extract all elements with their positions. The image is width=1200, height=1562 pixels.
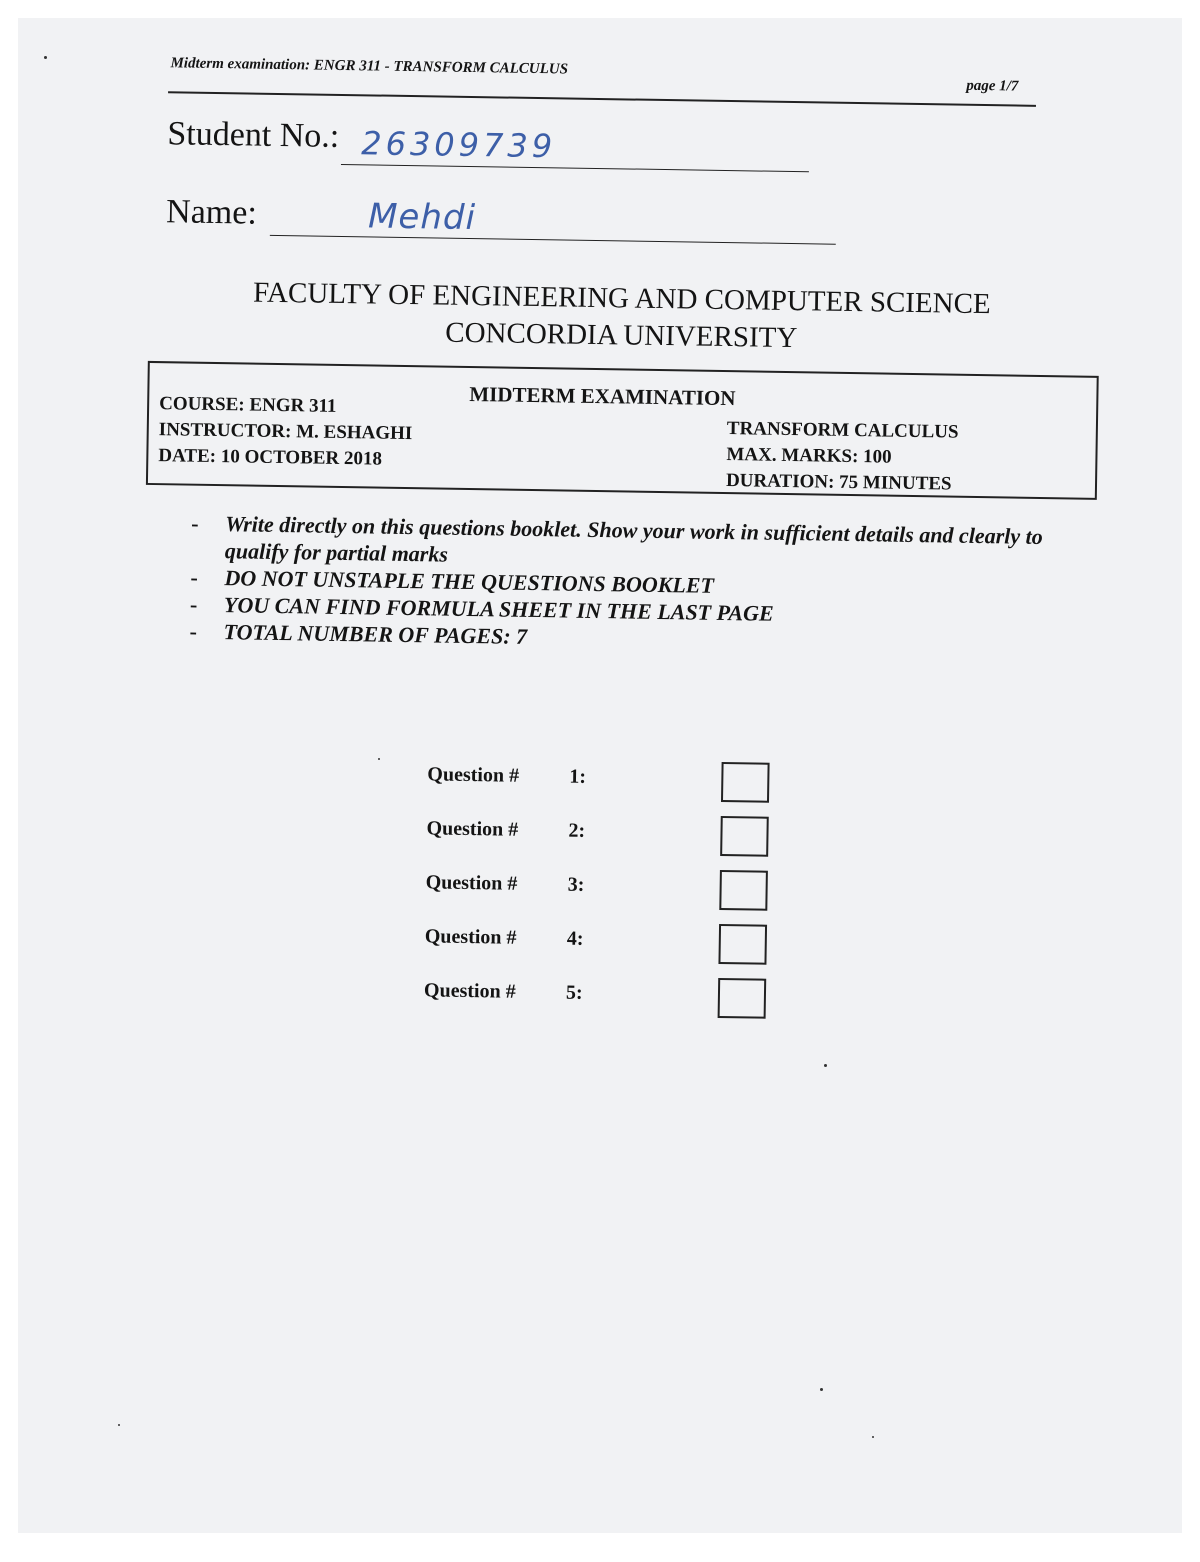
scan-speck (824, 1064, 827, 1067)
student-number-line (341, 164, 809, 172)
exam-date: DATE: 10 OCTOBER 2018 (158, 445, 383, 470)
instruction-item: - DO NOT UNSTAPLE THE QUESTIONS BOOKLET (188, 564, 1088, 605)
name-value[interactable]: Mehdi (367, 196, 477, 239)
scan-speck (378, 758, 380, 760)
question-row-4 (424, 925, 584, 965)
name-line (270, 235, 836, 245)
question-label: Question # (427, 763, 520, 787)
question-number: 2: (568, 819, 586, 842)
page-number: page 1/7 (966, 77, 1019, 95)
student-number-label: Student No.: (167, 115, 340, 155)
question-label: Question # (424, 925, 517, 949)
question-row-3 (425, 871, 585, 911)
exam-title: MIDTERM EXAMINATION (469, 381, 736, 411)
university-name: CONCORDIA UNIVERSITY (445, 316, 798, 355)
scan-speck (820, 1388, 823, 1391)
score-box-1[interactable] (721, 762, 770, 803)
question-number: 4: (566, 927, 584, 950)
instruction-item: - Write directly on this questions booklet. Show your work in sufficient details and clearly to qualify for partial marks (189, 510, 1090, 578)
question-number: 3: (567, 873, 585, 896)
question-label: Question # (426, 817, 519, 841)
instructions-list (187, 510, 1089, 659)
question-row-5 (423, 979, 583, 1019)
question-row-1 (427, 763, 587, 803)
exam-course: COURSE: ENGR 311 (159, 393, 337, 417)
question-row-2 (426, 817, 586, 857)
header-rule (168, 91, 1036, 107)
exam-info-box (146, 361, 1099, 500)
name-label: Name: (165, 193, 258, 232)
exam-max-marks: MAX. MARKS: 100 (726, 444, 892, 468)
exam-subject: TRANSFORM CALCULUS (726, 418, 959, 443)
exam-instructor: INSTRUCTOR: M. ESHAGHI (158, 419, 413, 445)
question-number: 5: (565, 981, 583, 1004)
score-box-4[interactable] (718, 924, 767, 965)
question-number: 1: (569, 765, 587, 788)
question-label: Question # (425, 871, 518, 895)
exam-duration: DURATION: 75 MINUTES (725, 470, 952, 495)
scan-speck (872, 1436, 874, 1438)
question-label: Question # (423, 979, 516, 1003)
instruction-item: - TOTAL NUMBER OF PAGES: 7 (187, 618, 1087, 659)
scan-speck (118, 1424, 120, 1426)
instruction-item: - YOU CAN FIND FORMULA SHEET IN THE LAST PAGE (188, 591, 1088, 632)
score-box-2[interactable] (720, 816, 769, 857)
faculty-heading (116, 272, 1127, 362)
scan-speck (44, 56, 47, 59)
running-header: Midterm examination: ENGR 311 - TRANSFORM CALCULUS (170, 55, 569, 78)
student-number-value[interactable]: 26309739 (360, 124, 557, 166)
score-box-3[interactable] (719, 870, 768, 911)
score-box-5[interactable] (718, 978, 767, 1019)
faculty-name: FACULTY OF ENGINEERING AND COMPUTER SCIENCE (252, 276, 991, 321)
